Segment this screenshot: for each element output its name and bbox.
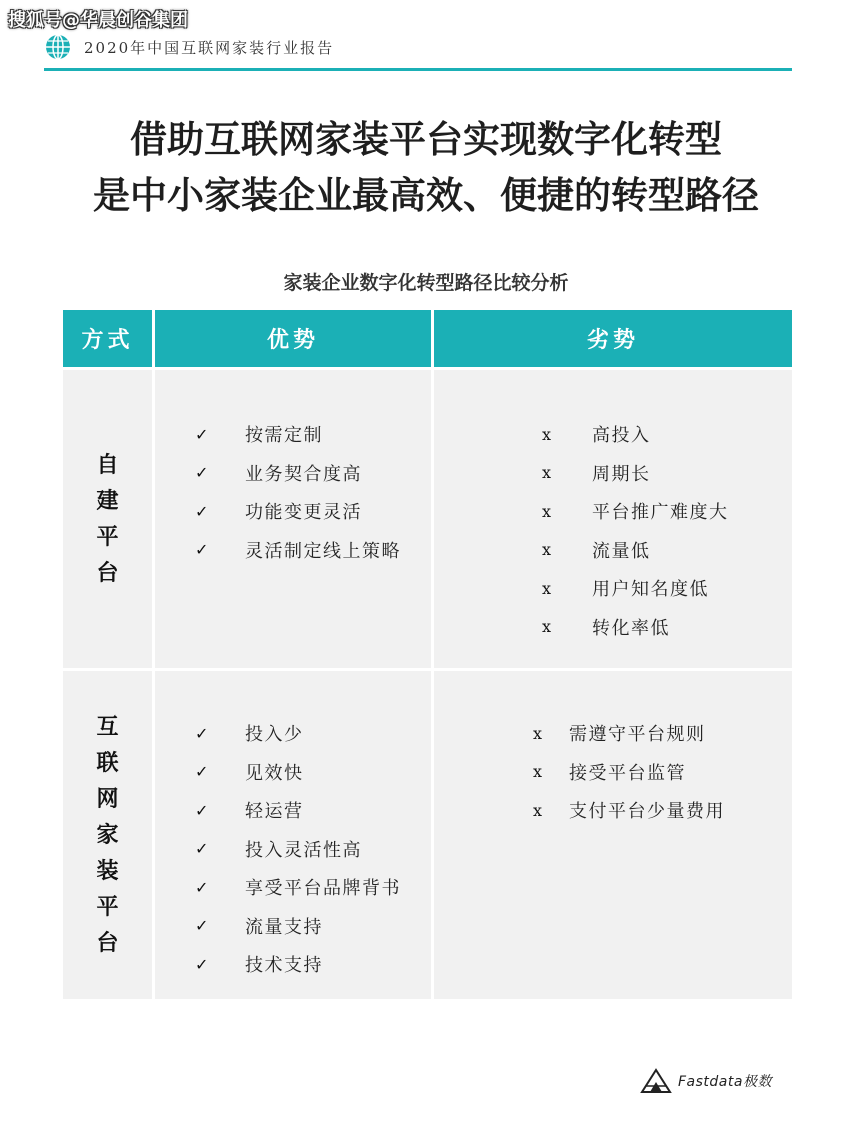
check-icon: ✓ <box>195 877 210 897</box>
header-pros: 优势 <box>155 310 431 367</box>
header-cons: 劣势 <box>434 310 792 367</box>
check-icon: ✓ <box>195 723 210 743</box>
check-icon: ✓ <box>195 954 210 974</box>
table-row-internet-platform <box>63 671 792 999</box>
headline-line-1: 借助互联网家装平台实现数字化转型 <box>130 118 722 161</box>
list-item: x 转化率低 <box>542 617 670 639</box>
list-item: x 接受平台监管 <box>533 762 686 784</box>
list-item: ✓ 投入灵活性高 <box>195 839 362 861</box>
list-item: ✓ 功能变更灵活 <box>195 501 362 524</box>
page-headline <box>0 112 852 224</box>
check-icon: ✓ <box>195 839 210 859</box>
cross-icon: x <box>542 540 553 560</box>
header-method: 方式 <box>63 310 152 367</box>
method-char: 自 <box>96 452 119 478</box>
check-icon: ✓ <box>195 540 210 560</box>
method-char: 建 <box>96 488 119 514</box>
list-item: ✓ 流量支持 <box>195 916 323 938</box>
check-icon: ✓ <box>195 463 210 483</box>
logo-text: Fastdata极数 <box>678 1074 772 1090</box>
pros-internet-platform <box>155 671 431 999</box>
method-char: 平 <box>96 524 119 550</box>
method-char: 网 <box>96 786 119 812</box>
fastdata-logo <box>640 1066 772 1096</box>
comparison-table <box>63 310 792 999</box>
cons-self-built <box>434 370 792 668</box>
method-char: 家 <box>96 822 119 848</box>
list-item: ✓ 灵活制定线上策略 <box>195 540 401 562</box>
list-item: x 高投入 <box>542 424 651 447</box>
list-item: x 平台推广难度大 <box>542 501 729 524</box>
check-icon: ✓ <box>195 501 210 521</box>
check-icon: ✓ <box>195 762 210 782</box>
cross-icon: x <box>542 578 553 598</box>
list-item: ✓ 见效快 <box>195 762 304 784</box>
method-self-built <box>63 370 152 668</box>
list-item: ✓ 按需定制 <box>195 424 323 447</box>
method-char: 台 <box>96 560 119 586</box>
pros-self-built <box>155 370 431 668</box>
list-item: ✓ 轻运营 <box>195 800 304 823</box>
method-char: 联 <box>96 750 119 776</box>
headline-line-2: 是中小家装企业最高效、便捷的转型路径 <box>93 174 759 217</box>
header-divider <box>44 68 792 71</box>
cross-icon: x <box>533 800 544 820</box>
list-item: x 流量低 <box>542 540 651 562</box>
watermark: 搜狐号@华晨创谷集团 <box>8 10 188 31</box>
globe-icon <box>44 33 72 61</box>
list-item: ✓ 享受平台品牌背书 <box>195 877 401 900</box>
method-char: 互 <box>96 714 119 740</box>
cross-icon: x <box>533 723 544 743</box>
check-icon: ✓ <box>195 424 210 444</box>
check-icon: ✓ <box>195 800 210 820</box>
cross-icon: x <box>542 617 553 637</box>
method-char: 平 <box>96 894 119 920</box>
method-internet-platform <box>63 671 152 999</box>
list-item: x 需遵守平台规则 <box>533 723 706 746</box>
report-title: 2020年中国互联网家装行业报告 <box>84 38 335 57</box>
table-title: 家装企业数字化转型路径比较分析 <box>283 272 569 294</box>
cross-icon: x <box>542 463 553 483</box>
table-header-row <box>63 310 792 367</box>
report-header <box>44 32 334 62</box>
cross-icon: x <box>542 424 553 444</box>
cons-internet-platform <box>434 671 792 999</box>
list-item: x 用户知名度低 <box>542 578 709 601</box>
list-item: ✓ 技术支持 <box>195 954 323 977</box>
check-icon: ✓ <box>195 916 210 936</box>
cross-icon: x <box>542 501 553 521</box>
list-item: x 支付平台少量费用 <box>533 800 725 823</box>
list-item: ✓ 投入少 <box>195 723 304 746</box>
list-item: x 周期长 <box>542 463 651 485</box>
cross-icon: x <box>533 762 544 782</box>
table-row-self-built <box>63 370 792 668</box>
mountain-logo-icon <box>640 1066 672 1096</box>
method-char: 装 <box>96 858 119 884</box>
method-char: 台 <box>96 930 119 956</box>
list-item: ✓ 业务契合度高 <box>195 463 362 485</box>
